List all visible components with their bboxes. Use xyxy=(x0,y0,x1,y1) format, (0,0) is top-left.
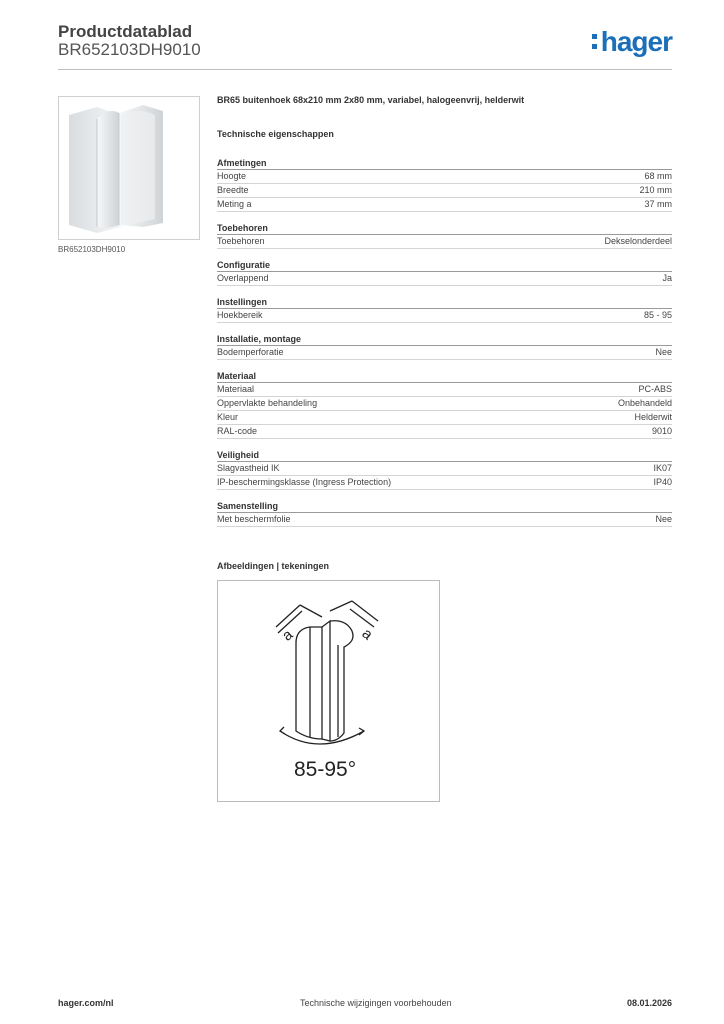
table-row xyxy=(217,462,672,476)
footer-website-link[interactable]: hager.com/nl xyxy=(58,998,114,1008)
section-title: Toebehoren xyxy=(217,221,672,235)
section-configuratie xyxy=(217,258,672,286)
table-row xyxy=(217,309,672,323)
table-row xyxy=(217,198,672,212)
table-row xyxy=(217,170,672,184)
corner-drawing-icon xyxy=(218,581,439,801)
row-value: Helderwit xyxy=(634,412,672,422)
row-value: Nee xyxy=(655,514,672,524)
section-title: Configuratie xyxy=(217,258,672,272)
hager-logo: hager xyxy=(600,26,672,57)
product-photo-icon xyxy=(59,97,199,239)
section-title: Instellingen xyxy=(217,295,672,309)
row-value: 85 - 95 xyxy=(643,310,672,320)
row-value: Nee xyxy=(655,347,672,357)
footer-notice: Technische wijzigingen voorbehouden xyxy=(300,998,452,1008)
row-label: Hoogte xyxy=(217,171,247,181)
row-value: 37 mm xyxy=(644,199,672,209)
row-label: Bodemperforatie xyxy=(217,347,284,357)
row-label: Hoekbereik xyxy=(217,310,263,320)
section-veiligheid xyxy=(217,448,672,490)
section-title: Samenstelling xyxy=(217,499,672,513)
row-label: Oppervlakte behandeling xyxy=(217,398,318,408)
section-toebehoren xyxy=(217,221,672,249)
row-label: Meting a xyxy=(217,199,252,209)
row-value: Dekselonderdeel xyxy=(604,236,672,246)
table-row xyxy=(217,476,672,490)
page-title: Productdatablad xyxy=(58,22,193,41)
dimension-label-right: a xyxy=(358,625,376,644)
section-title: Installatie, montage xyxy=(217,332,672,346)
properties-heading: Technische eigenschappen xyxy=(217,129,334,139)
row-label: RAL-code xyxy=(217,426,258,436)
images-heading: Afbeeldingen | tekeningen xyxy=(217,561,330,571)
product-description: BR65 buitenhoek 68x210 mm 2x80 mm, variabel, halogeenvrij, helderwit xyxy=(217,95,525,105)
footer-date: 08.01.2026 xyxy=(626,998,672,1008)
row-value: Ja xyxy=(662,273,672,283)
section-installatie xyxy=(217,332,672,360)
table-row xyxy=(217,184,672,198)
row-value: 9010 xyxy=(651,426,672,436)
product-content xyxy=(217,95,672,536)
table-row xyxy=(217,411,672,425)
row-label: IP-beschermingsklasse (Ingress Protection) xyxy=(217,477,392,487)
row-label: Kleur xyxy=(217,412,239,422)
section-materiaal xyxy=(217,369,672,439)
table-row xyxy=(217,425,672,439)
dimension-label-left: a xyxy=(278,626,297,645)
product-thumbnail xyxy=(58,96,200,240)
row-value: IP40 xyxy=(653,477,672,487)
row-label: Materiaal xyxy=(217,384,255,394)
product-code: BR652103DH9010 xyxy=(58,40,201,59)
thumbnail-caption: BR652103DH9010 xyxy=(58,245,126,254)
section-title: Afmetingen xyxy=(217,156,672,170)
row-value: Onbehandeld xyxy=(617,398,672,408)
table-row xyxy=(217,272,672,286)
table-row xyxy=(217,513,672,527)
row-value: PC-ABS xyxy=(638,384,672,394)
section-title: Veiligheid xyxy=(217,448,672,462)
row-value: 68 mm xyxy=(644,171,672,181)
row-value: IK07 xyxy=(653,463,672,473)
technical-drawing xyxy=(217,580,440,802)
row-value: 210 mm xyxy=(639,185,672,195)
row-label: Met beschermfolie xyxy=(217,514,291,524)
header-divider xyxy=(58,69,672,70)
row-label: Breedte xyxy=(217,185,249,195)
table-row xyxy=(217,397,672,411)
table-row xyxy=(217,235,672,249)
section-samenstelling xyxy=(217,499,672,527)
logo-colon-icon xyxy=(592,34,597,54)
table-row xyxy=(217,346,672,360)
row-label: Toebehoren xyxy=(217,236,265,246)
section-instellingen xyxy=(217,295,672,323)
angle-label: 85-95° xyxy=(294,758,357,781)
table-row xyxy=(217,383,672,397)
row-label: Slagvastheid IK xyxy=(217,463,280,473)
section-title: Materiaal xyxy=(217,369,672,383)
row-label: Overlappend xyxy=(217,273,269,283)
section-afmetingen xyxy=(217,156,672,212)
